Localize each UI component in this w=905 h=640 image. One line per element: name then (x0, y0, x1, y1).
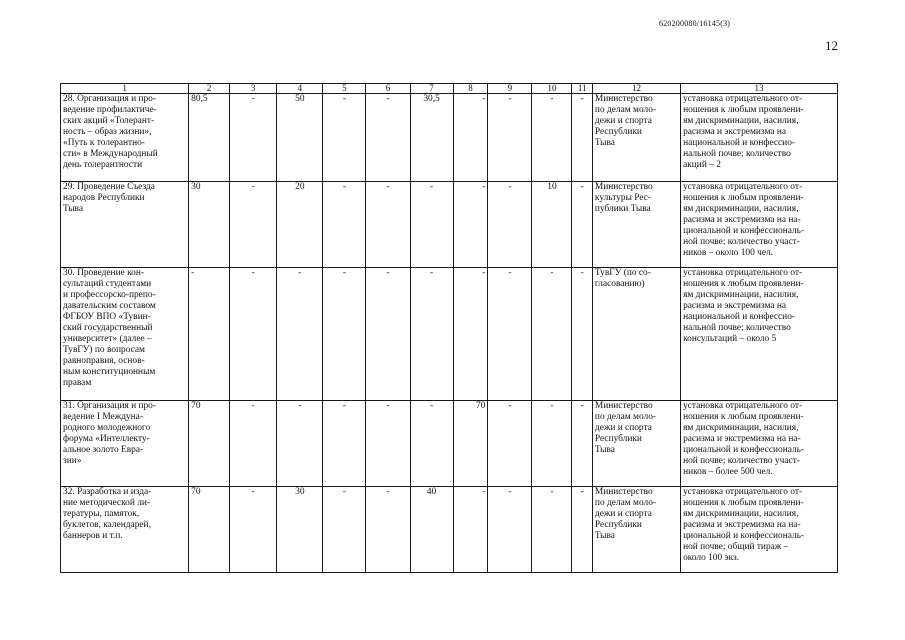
col5-cell: - (323, 268, 366, 401)
col7-cell: 30,5 (410, 94, 453, 182)
col3-cell: - (230, 182, 277, 268)
col4-cell: - (277, 268, 323, 401)
header-cell: 2 (189, 84, 230, 94)
col2-cell: 80,5 (189, 94, 230, 182)
result-cell: установка отрицательного от- ношения к любым проявлени- ям дискриминации, насилия, расизма и экстремизма на национальной и конфессио- нальной почве; количество консультаций – около 5 (681, 268, 838, 401)
col5-cell: - (323, 182, 366, 268)
col7-cell: - (410, 182, 453, 268)
col11-cell: - (572, 401, 593, 487)
executor-cell: Министерство культуры Рес- публики Тыва (592, 182, 680, 268)
col8-cell: - (453, 182, 488, 268)
col11-cell: - (572, 268, 593, 401)
program-table (60, 83, 838, 573)
col8-cell: - (453, 268, 488, 401)
table-body (61, 94, 838, 573)
header-row (61, 84, 838, 94)
col6-cell: - (366, 94, 410, 182)
col4-cell: 30 (277, 487, 323, 573)
col4-cell: 50 (277, 94, 323, 182)
col10-cell: - (532, 401, 572, 487)
col11-cell: - (572, 94, 593, 182)
result-cell: установка отрицательного от- ношения к любым проявлени- ям дискриминации, насилия, расизма и экстремизма на национальной и конфессио- нальной почве; количество акций – 2 (681, 94, 838, 182)
header-cell: 4 (277, 84, 323, 94)
activity-name-cell: 32. Разработка и изда- ние методической ли- тературы, памяток, буклетов, календарей, баннеров и т.п. (61, 487, 189, 573)
header-cell: 12 (592, 84, 680, 94)
col2-cell: 70 (189, 401, 230, 487)
col2-cell: 70 (189, 487, 230, 573)
header-cell: 6 (366, 84, 410, 94)
col8-cell: - (453, 487, 488, 573)
col10-cell: - (532, 94, 572, 182)
header-cell: 10 (532, 84, 572, 94)
col8-cell: - (453, 94, 488, 182)
col2-cell: - (189, 268, 230, 401)
col9-cell: - (488, 182, 532, 268)
col2-cell: 30 (189, 182, 230, 268)
col5-cell: - (323, 94, 366, 182)
executor-cell: Министерство по делам моло- дежи и спорта Республики Тыва (592, 94, 680, 182)
executor-cell: ТувГУ (по со- гласованию) (592, 268, 680, 401)
result-cell: установка отрицательного от- ношения к любым проявлени- ям дискриминации, насилия, расизма и экстремизма на на- циональной и конфессиональ- ной почве; общий тираж – около 100 экз. (681, 487, 838, 573)
table-row (61, 401, 838, 487)
col3-cell: - (230, 268, 277, 401)
table-row (61, 268, 838, 401)
col6-cell: - (366, 182, 410, 268)
col4-cell: 20 (277, 182, 323, 268)
col5-cell: - (323, 401, 366, 487)
header-cell: 1 (61, 84, 189, 94)
table-row (61, 487, 838, 573)
col6-cell: - (366, 487, 410, 573)
table-row (61, 182, 838, 268)
col10-cell: - (532, 487, 572, 573)
activity-name-cell: 31. Организация и про- ведение I Междуна- родного молодежного форума «Интеллекту- альное золото Евра- зии» (61, 401, 189, 487)
header-cell: 3 (230, 84, 277, 94)
header-cell: 11 (572, 84, 593, 94)
col3-cell: - (230, 401, 277, 487)
result-cell: установка отрицательного от- ношения к любым проявлени- ям дискриминации, насилия, расизма и экстремизма на на- циональной и конфессиональ- ной почве; количество участ- ников – около 100 чел. (681, 182, 838, 268)
col9-cell: - (488, 94, 532, 182)
result-cell: установка отрицательного от- ношения к любым проявлени- ям дискриминации, насилия, расизма и экстремизма на на- циональной и конфессиональ- ной почве; количество участ- ников – более 500 чел. (681, 401, 838, 487)
col6-cell: - (366, 268, 410, 401)
header-cell: 9 (488, 84, 532, 94)
col8-cell: 70 (453, 401, 488, 487)
col7-cell: - (410, 401, 453, 487)
header-cell: 8 (453, 84, 488, 94)
executor-cell: Министерство по делам моло- дежи и спорта Республики Тыва (592, 487, 680, 573)
col11-cell: - (572, 487, 593, 573)
table-row (61, 94, 838, 182)
col9-cell: - (488, 487, 532, 573)
col7-cell: - (410, 268, 453, 401)
executor-cell: Министерство по делам моло- дежи и спорта Республики Тыва (592, 401, 680, 487)
col4-cell: - (277, 401, 323, 487)
activity-name-cell: 29. Проведение Съезда народов Республики Тыва (61, 182, 189, 268)
col6-cell: - (366, 401, 410, 487)
col9-cell: - (488, 268, 532, 401)
header-cell: 13 (681, 84, 838, 94)
col3-cell: - (230, 94, 277, 182)
page-number: 12 (825, 38, 838, 53)
col5-cell: - (323, 487, 366, 573)
col10-cell: 10 (532, 182, 572, 268)
header-cell: 5 (323, 84, 366, 94)
header-cell: 7 (410, 84, 453, 94)
activity-name-cell: 28. Организация и про- ведение профилактиче- ских акций «Толерант- ность – образ жизни», «Путь к толерантно- сти» в Международный день толерантности (61, 94, 189, 182)
col9-cell: - (488, 401, 532, 487)
col10-cell: - (532, 268, 572, 401)
activity-name-cell: 30. Проведение кон- сультаций студентами и профессорско-препо- давательским составом ФГБОУ ВПО «Тувин- ский государственный университет» (далее – ТувГУ) по вопросам равноправия, основ- ным конституционным правам (61, 268, 189, 401)
col3-cell: - (230, 487, 277, 573)
col7-cell: 40 (410, 487, 453, 573)
document-code: 620200080/16145(3) (659, 19, 731, 28)
col11-cell: - (572, 182, 593, 268)
